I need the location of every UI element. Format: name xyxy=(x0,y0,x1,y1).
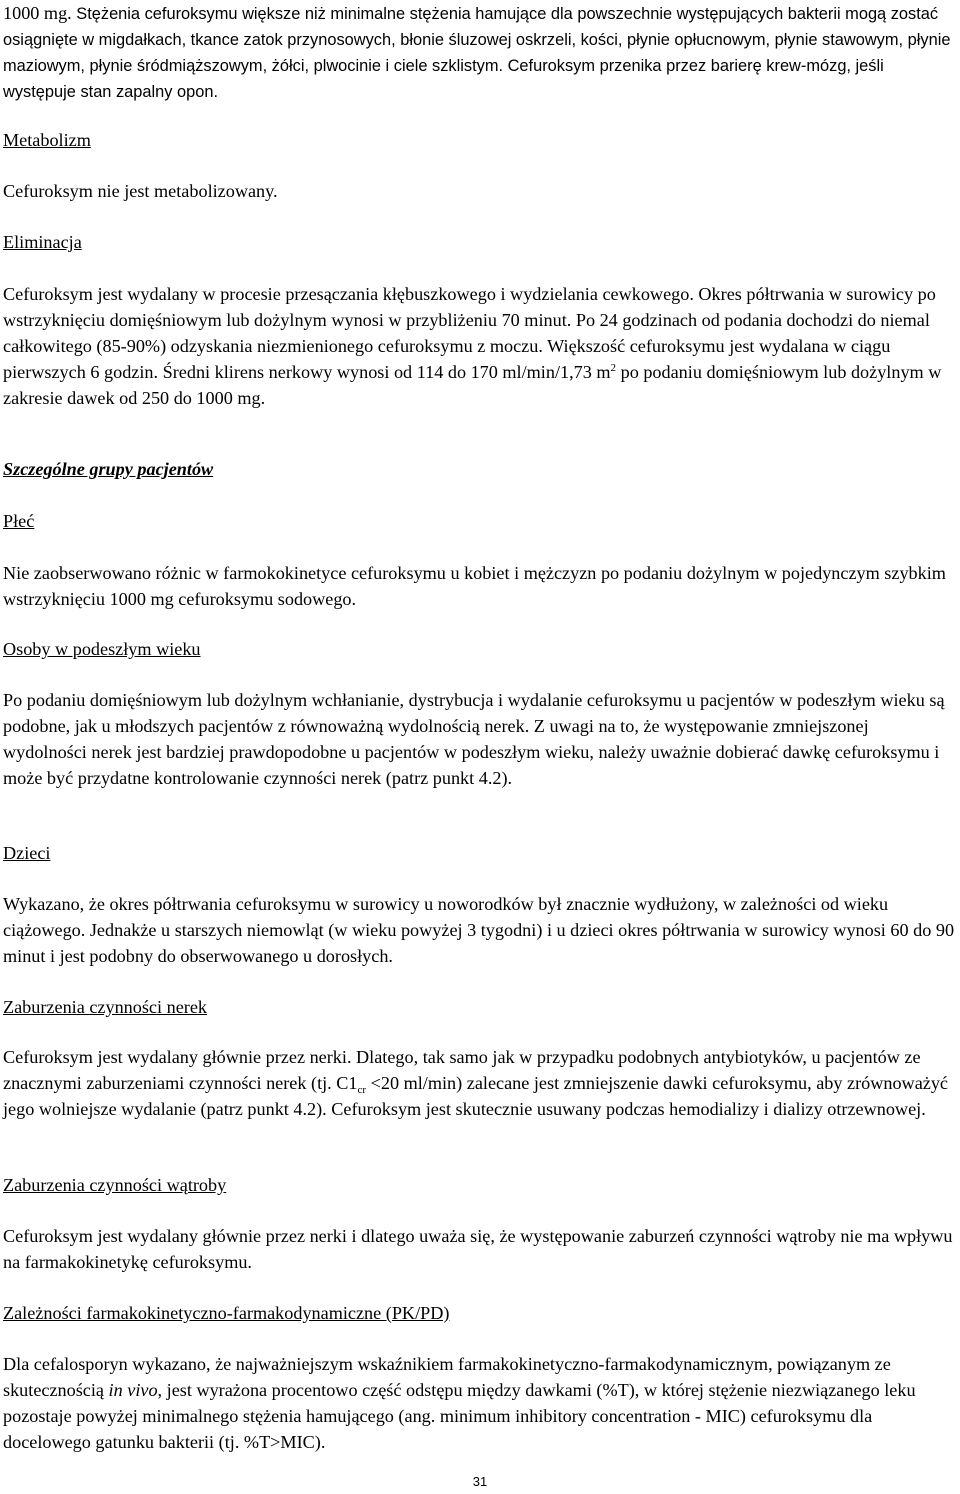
elderly-text: Po podaniu domięśniowym lub dożylnym wchłanianie, dystrybucja i wydalanie cefuroksymu u pacjentów w podeszłym wieku są podobne, jak u młodszych pacjentów z równoważną wydolnością nerek. Z uwagi na to, że występowanie zmniejszonej wydolności nerek jest bardziej prawdopodobne u pacjentów w podeszłym wieku, należy uważnie dobierać dawkę cefuroksymu i może być przydatne kontrolowanie czynności nerek (patrz punkt 4.2). xyxy=(3,690,945,788)
sex-text: Nie zaobserwowano różnic w farmokokinetyce cefuroksymu u kobiet i mężczyzn po podaniu dożylnym w pojedynczym szybkim wstrzyknięciu 1000 mg cefuroksymu sodowego. xyxy=(3,563,946,609)
elimination-superscript: 2 xyxy=(610,362,617,374)
metabolism-text: Cefuroksym nie jest metabolizowany. xyxy=(3,181,278,201)
renal-heading: Zaburzenia czynności nerek xyxy=(3,997,207,1017)
sex-heading: Płeć xyxy=(3,511,35,531)
intro-text: Stężenia cefuroksymu większe niż minimalne stężenia hamujące dla powszechnie występujących bakterii mogą zostać osiągnięte w migdałkach, tkance zatok przynosowych, błonie śluzowej oskrzeli, kości, płynie opłucnowym, płynie stawowym, płynie maziowym, płynie śródmiąższowym, żółci, plwocinie i ciele szklistym. Cefuroksym przenika przez barierę krew-mózg, jeśli występuje stan zapalny opon. xyxy=(3,5,951,101)
renal-text-part2: <20 ml/min) zalecane jest zmniejszenie dawki cefuroksymu, aby zrównoważyć jego wolniejsze wydalanie (patrz punkt 4.2). Cefuroksym jest skutecznie usuwany podczas hemodializy i dializy otrzewnowej. xyxy=(3,1073,949,1119)
elimination-text xyxy=(3,281,955,411)
pkpd-heading: Zależności farmakokinetyczno-farmakodynamiczne (PK/PD) xyxy=(3,1303,450,1323)
renal-text-part1: Cefuroksym jest wydalany głównie przez nerki. Dlatego, tak samo jak w przypadku podobnych antybiotyków, u pacjentów ze znacznymi zaburzeniami czynności nerek (tj. C1 xyxy=(3,1047,921,1093)
intro-paragraph xyxy=(3,0,955,105)
renal-subscript: cr xyxy=(357,1084,367,1096)
intro-lead: 1000 mg. xyxy=(3,3,77,23)
hepatic-text: Cefuroksym jest wydalany głównie przez nerki i dlatego uważa się, że występowanie zaburzeń czynności wątroby nie ma wpływu na farmakokinetykę cefuroksymu. xyxy=(3,1226,953,1272)
pkpd-text-part1: Dla cefalosporyn wykazano, że najważniejszym wskaźnikiem farmakokinetyczno-farmakodynamicznym, powiązanym ze skutecznością xyxy=(3,1354,891,1400)
special-groups-heading: Szczególne grupy pacjentów xyxy=(3,459,214,479)
hepatic-heading: Zaburzenia czynności wątroby xyxy=(3,1175,227,1195)
pkpd-text-part2: , jest wyrażona procentowo część odstępu między dawkami (%T), w której stężenie niezwiązanego leku pozostaje powyżej minimalnego stężenia hamującego (ang. minimum inhibitory concentration - MIC) cefuroksymu dla docelowego gatunku bakterii (tj. %T>MIC). xyxy=(3,1380,916,1452)
pkpd-italic: in vivo xyxy=(108,1380,158,1400)
page-number: 31 xyxy=(472,1474,488,1489)
pkpd-text xyxy=(3,1351,955,1455)
children-heading: Dzieci xyxy=(3,843,51,863)
renal-text xyxy=(3,1044,955,1122)
elimination-text-part1: Cefuroksym jest wydalany w procesie przesączania kłębuszkowego i wydzielania cewkowego. Okres półtrwania w surowicy po wstrzyknięciu domięśniowym lub dożylnym wynosi w przybliżeniu 70 minut. Po 24 godzinach od podania dochodzi do niemal całkowitego (85-90%) odzyskania niezmienionego cefuroksymu z moczu. Większość cefuroksymu jest wydalana w ciągu pierwszych 6 godzin. Średni klirens nerkowy wynosi od 114 do 170 ml/min/1,73 m xyxy=(3,284,936,382)
elimination-text-part2: po podaniu domięśniowym lub dożylnym w zakresie dawek od 250 do 1000 mg. xyxy=(3,362,942,408)
children-text: Wykazano, że okres półtrwania cefuroksymu w surowicy u noworodków był znacznie wydłużony, w zależności od wieku ciążowego. Jednakże u starszych niemowląt (w wieku powyżej 3 tygodni) i u dzieci okres półtrwania w surowicy wynosi 60 do 90 minut i jest podobny do obserwowanego u dorosłych. xyxy=(3,894,955,966)
elderly-heading: Osoby w podeszłym wieku xyxy=(3,639,201,659)
elimination-heading: Eliminacja xyxy=(3,232,82,252)
metabolism-heading: Metabolizm xyxy=(3,130,91,150)
